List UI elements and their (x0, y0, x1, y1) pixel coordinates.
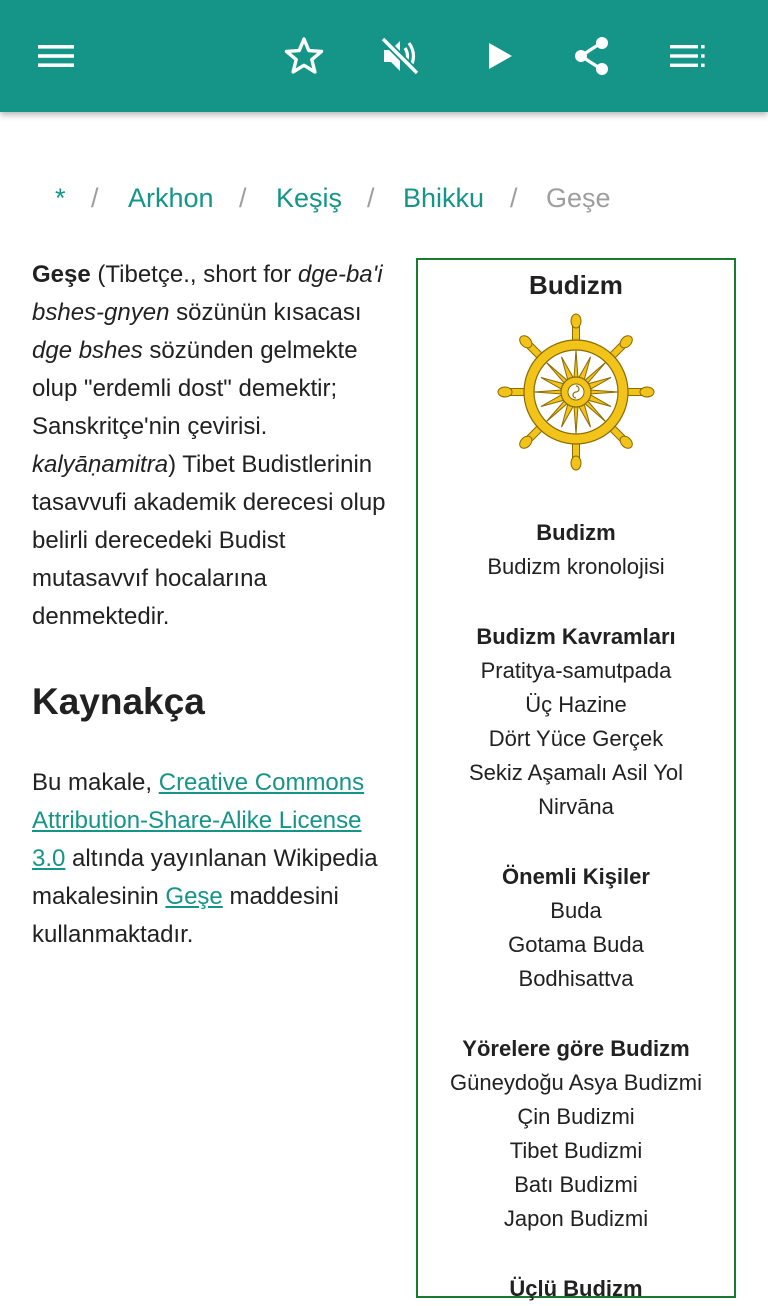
breadcrumb-separator: / (367, 183, 375, 213)
article-italic-term: dge bshes (32, 337, 143, 364)
article-intro-paragraph (32, 256, 392, 636)
infobox-section-heading: Budizm Kavramları (476, 624, 676, 649)
app-bar (0, 0, 768, 112)
license-link[interactable]: Creative Commons Attribution-Share-Alike License 3.0 (32, 769, 365, 872)
article-text: altında yayınlanan Wikipedia makalesinin (32, 845, 378, 910)
breadcrumb-item-arkhon[interactable]: Arkhon (128, 183, 214, 213)
infobox-link[interactable]: Dört Yüce Gerçek (488, 726, 664, 751)
article-subject-bold: Geşe (32, 261, 91, 288)
volume-off-icon (378, 34, 422, 78)
menu-icon (34, 34, 78, 78)
infobox-title: Budizm (529, 270, 623, 300)
breadcrumb-item-kesis[interactable]: Keşiş (276, 183, 343, 213)
breadcrumb-separator: / (510, 183, 518, 213)
article-text: sözünün kısacası (169, 299, 362, 326)
breadcrumb-current: Geşe (546, 183, 611, 213)
breadcrumb-item-bhikku[interactable]: Bhikku (403, 183, 485, 213)
infobox-section-heading: Yörelere göre Budizm (462, 1036, 690, 1061)
infobox-link[interactable]: Buda (550, 898, 602, 923)
references-heading: Kaynakça (32, 681, 205, 722)
infobox-section-heading: Üçlü Budizm (509, 1276, 643, 1301)
playlist-button[interactable] (660, 28, 716, 84)
infobox-link[interactable]: Bodhisattva (518, 966, 634, 991)
infobox-section-uclu (418, 1272, 734, 1306)
infobox-link[interactable]: Gotama Buda (508, 932, 644, 957)
license-paragraph (32, 764, 392, 954)
infobox-section-heading: Önemli Kişiler (502, 864, 650, 889)
star-outline-icon (282, 34, 326, 78)
article-italic-term: dge-ba'i bshes-gnyen (32, 261, 383, 326)
article-body (32, 256, 392, 954)
infobox-section-kavramlar (418, 620, 734, 824)
play-button[interactable] (470, 28, 526, 84)
breadcrumb (0, 178, 768, 222)
article-text: ) Tibet Budistlerinin tasavvufi akademik derecesi olup belirli derecedeki Budist mutasavvıf hocalarına denmektedir. (32, 451, 386, 630)
infobox-link[interactable]: Güneydoğu Asya Budizmi (450, 1070, 702, 1095)
infobox-link[interactable]: Üç Hazine (525, 692, 627, 717)
infobox-link[interactable]: Nirvāna (538, 794, 614, 819)
infobox-section-yoreler (418, 1032, 734, 1236)
article-italic-term: kalyāṇamitra (32, 451, 169, 478)
infobox-section-heading: Budizm (536, 520, 616, 545)
playlist-icon (666, 34, 710, 78)
article-text: sözünden gelmekte olup "erdemli dost" demektir; Sanskritçe'nin çevirisi. (32, 337, 358, 440)
menu-button[interactable] (28, 28, 84, 84)
infobox-section-budizm (418, 516, 734, 584)
infobox-link[interactable]: Pratitya-samutpada (480, 658, 672, 683)
infobox-link[interactable]: Sekiz Aşamalı Asil Yol (468, 760, 683, 785)
share-icon (570, 34, 614, 78)
infobox-link[interactable]: Çin Budizmi (517, 1104, 635, 1129)
infobox-link[interactable]: Batı Budizmi (514, 1172, 638, 1197)
favorite-button[interactable] (276, 28, 332, 84)
infobox-link[interactable]: Tibet Budizmi (509, 1138, 643, 1163)
infobox-section-kisiler (418, 860, 734, 996)
infobox-link[interactable]: Budizm kronolojisi (487, 554, 665, 579)
play-icon (476, 34, 520, 78)
breadcrumb-separator: / (239, 183, 247, 213)
breadcrumb-home[interactable]: * (55, 183, 66, 213)
article-text: maddesini kullanmaktadır. (32, 883, 339, 948)
dharma-wheel-icon (496, 312, 656, 472)
article-text: Bu makale, (32, 769, 159, 796)
infobox (416, 258, 736, 1301)
infobox-link[interactable]: Japon Budizmi (503, 1206, 649, 1231)
share-button[interactable] (564, 28, 620, 84)
article-text: (Tibetçe., short for (90, 261, 298, 288)
source-article-link[interactable]: Geşe (165, 883, 223, 910)
breadcrumb-separator: / (91, 183, 99, 213)
mute-button[interactable] (372, 28, 428, 84)
